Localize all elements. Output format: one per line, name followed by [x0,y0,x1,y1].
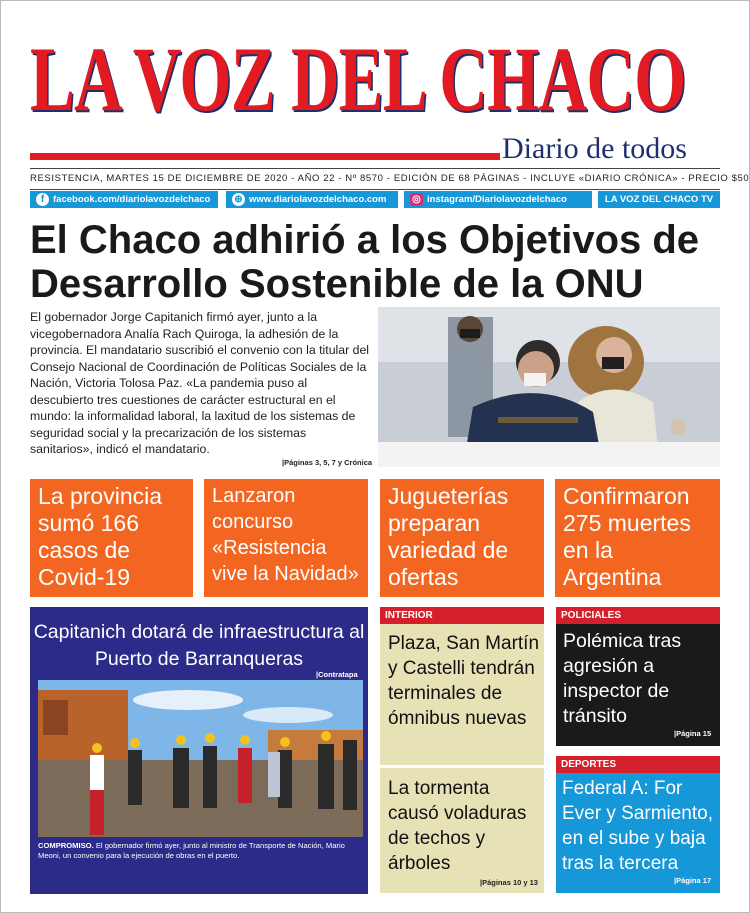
main-headline[interactable]: El Chaco adhirió a los Objetivos de Desarrollo Sostenible de la ONU [30,218,700,306]
tv-link[interactable]: LA VOZ DEL CHACO TV [598,191,720,208]
masthead-rule [30,153,500,160]
main-page-ref[interactable]: |Páginas 3, 5, 7 y Crónica [282,458,373,467]
masthead [30,28,720,140]
orange-story-3-title: Jugueterías preparan variedad de ofertas [388,483,509,590]
puerto-caption [38,841,363,861]
interior-page-ref[interactable]: |Páginas 10 y 13 [480,878,538,887]
dateline: RESISTENCIA, MARTES 15 DE DICIEMBRE DE 2020 - AÑO 22 - Nº 8570 - EDICIÓN DE 68 PÁGINAS - INCLUYE «DIARIO CRÓNICA» - PRECIO $50 [30,168,720,190]
facebook-link[interactable]: f facebook.com/diariolavozdelchaco [30,191,218,208]
policiales-story[interactable] [556,624,720,746]
instagram-link[interactable]: ◎ instagram/Diariolavozdelchaco [404,191,592,208]
deportes-title: Federal A: For Ever y Sarmiento, en el sube y baja tras la tercera [562,778,713,874]
orange-story-2-title: Lanzaron concurso «Resistencia vive la Navidad» [212,485,359,585]
newspaper-name[interactable]: LA VOZ DEL CHACO [30,28,686,130]
main-lead [30,309,370,458]
deportes-page-ref[interactable]: |Página 17 [674,876,712,885]
interior-story-2-title: La tormenta causó voladuras de techos y árboles [388,778,527,874]
orange-story-4-title: Confirmaron 275 muertes en la Argentina [563,483,691,590]
instagram-icon: ◎ [410,193,423,206]
deportes-story[interactable] [556,773,720,893]
section-policiales[interactable]: POLICIALES [556,607,720,624]
orange-story-2[interactable] [204,479,368,597]
puerto-title: Capitanich dotará de infraestructura al Puerto de Barranqueras [33,621,365,670]
orange-story-1[interactable] [30,479,193,597]
tagline: Diario de todos [502,132,687,165]
orange-story-1-title: La provincia sumó 166 casos de Covid-19 [38,483,163,590]
policiales-page-ref[interactable]: |Página 15 [674,729,712,738]
globe-icon: ⊕ [232,193,245,206]
caption-text: El gobernador firmó ayer, junto al ministro de Transporte de Nación, Mario Meoni, un convenio para la ejecución de obras en el puerto. [38,841,345,860]
policiales-title: Polémica tras agresión a inspector de tránsito [563,630,682,727]
caption-label: COMPROMISO. [38,841,94,850]
puerto-photo [38,680,363,837]
interior-story-1[interactable] [380,624,544,765]
puerto-page-ref[interactable]: |Contratapa [316,670,358,679]
section-deportes[interactable]: DEPORTES [556,756,720,773]
main-photo [378,307,720,467]
orange-story-3[interactable] [380,479,544,597]
interior-story-1-title: Plaza, San Martín y Castelli tendrán terminales de ómnibus nuevas [388,633,540,729]
website-link[interactable]: ⊕ www.diariolavozdelchaco.com [226,191,398,208]
section-interior[interactable]: INTERIOR [380,607,544,624]
orange-story-4[interactable] [555,479,720,597]
lead-text: El gobernador Jorge Capitanich firmó ayer, junto a la vicegobernadora Analía Rach Quiroga, la adhesión de la provincia. El mandatario suscribió el convenio con la titular del Consejo Nacional de Coordinación de Políticas Sociales de la Nación, Victoria Tolosa Paz. «La pandemia puso al descubierto tres cuestiones de carácter estructural en el mundo: la informalidad laboral, la laxitud de los sistemas de seguridad social y la precarización de los sistemas sanitarios», indicó el mandatario. [30,310,370,456]
facebook-icon: f [36,193,49,206]
interior-story-2[interactable] [380,768,544,893]
